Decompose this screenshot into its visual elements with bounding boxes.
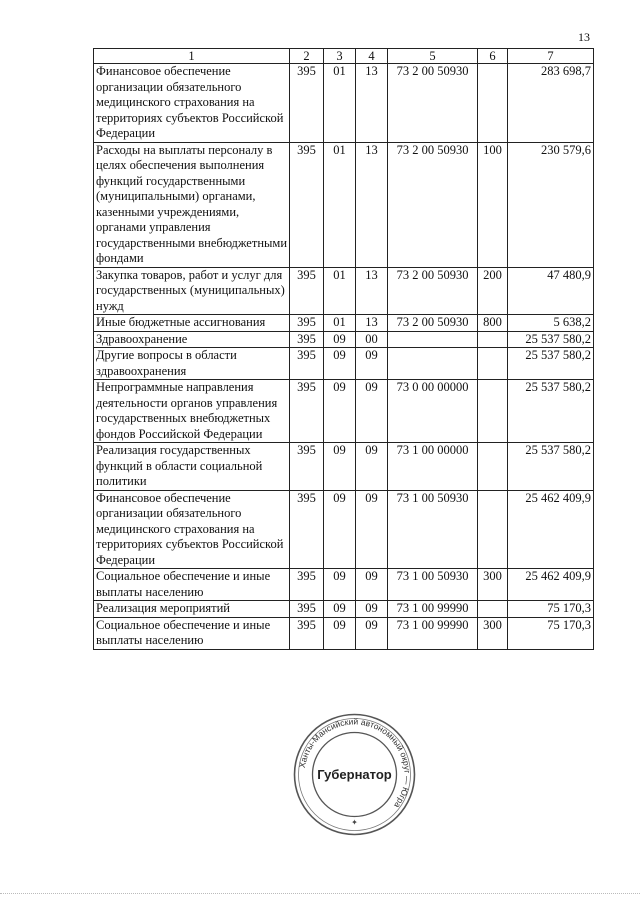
- header-col-6: 6: [478, 49, 508, 64]
- table-row: [94, 348, 594, 380]
- row-subsection: 13: [356, 142, 388, 267]
- table-row: [94, 443, 594, 491]
- row-amount: 230 579,6: [508, 142, 594, 267]
- row-name: Расходы на выплаты персоналу в целях обеспечения выполнения функций государственными (муниципальными) органами, казенными учреждениями, органами управления государственными внебюджетными фондами: [94, 142, 290, 267]
- row-amount: 25 537 580,2: [508, 331, 594, 348]
- page-number: 13: [578, 30, 590, 44]
- row-expense-type: 200: [478, 267, 508, 315]
- row-name: Социальное обеспечение и иные выплаты населению: [94, 617, 290, 649]
- row-expense-type: [478, 64, 508, 143]
- row-expense-type: [478, 331, 508, 348]
- header-col-1: 1: [94, 49, 290, 64]
- row-subsection: 09: [356, 569, 388, 601]
- row-subsection: 09: [356, 490, 388, 569]
- row-name: Реализация мероприятий: [94, 601, 290, 618]
- row-name: Финансовое обеспечение организации обязательного медицинского страхования на территориях субъектов Российской Федерации: [94, 64, 290, 143]
- row-target-article: [388, 331, 478, 348]
- row-name: Другие вопросы в области здравоохранения: [94, 348, 290, 380]
- row-admin-code: 395: [290, 267, 324, 315]
- row-expense-type: [478, 380, 508, 443]
- row-amount: 25 537 580,2: [508, 443, 594, 491]
- row-amount: 5 638,2: [508, 315, 594, 332]
- seal-center-text: Губернатор: [317, 767, 392, 782]
- header-col-2: 2: [290, 49, 324, 64]
- table-row: [94, 380, 594, 443]
- header-col-3: 3: [324, 49, 356, 64]
- row-subsection: 09: [356, 348, 388, 380]
- row-name: Иные бюджетные ассигнования: [94, 315, 290, 332]
- row-expense-type: [478, 490, 508, 569]
- row-amount: 75 170,3: [508, 617, 594, 649]
- row-amount: 283 698,7: [508, 64, 594, 143]
- row-target-article: 73 0 00 00000: [388, 380, 478, 443]
- row-subsection: 09: [356, 617, 388, 649]
- table-row: [94, 617, 594, 649]
- header-col-5: 5: [388, 49, 478, 64]
- row-expense-type: 100: [478, 142, 508, 267]
- row-amount: 47 480,9: [508, 267, 594, 315]
- row-expense-type: 800: [478, 315, 508, 332]
- table-row: [94, 601, 594, 618]
- row-section: 09: [324, 490, 356, 569]
- row-target-article: 73 2 00 50930: [388, 142, 478, 267]
- row-section: 09: [324, 443, 356, 491]
- row-subsection: 09: [356, 443, 388, 491]
- row-admin-code: 395: [290, 380, 324, 443]
- row-admin-code: 395: [290, 443, 324, 491]
- row-section: 09: [324, 617, 356, 649]
- row-expense-type: [478, 348, 508, 380]
- row-section: 01: [324, 142, 356, 267]
- table-row: [94, 142, 594, 267]
- row-target-article: 73 2 00 50930: [388, 267, 478, 315]
- seal-star-icon: ✦: [351, 818, 358, 827]
- row-subsection: 13: [356, 267, 388, 315]
- row-name: Непрограммные направления деятельности органов управления государственных внебюджетных фондов Российской Федерации: [94, 380, 290, 443]
- row-name: Социальное обеспечение и иные выплаты населению: [94, 569, 290, 601]
- seal-ring-text: Ханты-Мансийский автономный округ — Югра: [296, 716, 413, 811]
- row-admin-code: 395: [290, 64, 324, 143]
- row-section: 09: [324, 569, 356, 601]
- row-amount: 75 170,3: [508, 601, 594, 618]
- row-admin-code: 395: [290, 315, 324, 332]
- row-admin-code: 395: [290, 331, 324, 348]
- row-target-article: 73 1 00 99990: [388, 617, 478, 649]
- row-section: 01: [324, 267, 356, 315]
- row-target-article: 73 1 00 99990: [388, 601, 478, 618]
- row-amount: 25 462 409,9: [508, 569, 594, 601]
- row-expense-type: 300: [478, 569, 508, 601]
- row-target-article: 73 2 00 50930: [388, 64, 478, 143]
- row-admin-code: 395: [290, 617, 324, 649]
- table-row: [94, 490, 594, 569]
- row-name: Здравоохранение: [94, 331, 290, 348]
- row-target-article: [388, 348, 478, 380]
- row-section: 09: [324, 348, 356, 380]
- row-subsection: 13: [356, 64, 388, 143]
- row-subsection: 13: [356, 315, 388, 332]
- row-subsection: 09: [356, 601, 388, 618]
- row-section: 09: [324, 331, 356, 348]
- row-expense-type: [478, 601, 508, 618]
- row-name: Реализация государственных функций в области социальной политики: [94, 443, 290, 491]
- row-subsection: 00: [356, 331, 388, 348]
- header-col-4: 4: [356, 49, 388, 64]
- row-section: 09: [324, 601, 356, 618]
- row-amount: 25 462 409,9: [508, 490, 594, 569]
- row-admin-code: 395: [290, 142, 324, 267]
- row-expense-type: 300: [478, 617, 508, 649]
- table-row: [94, 64, 594, 143]
- table-row: [94, 569, 594, 601]
- row-target-article: 73 2 00 50930: [388, 315, 478, 332]
- row-section: 01: [324, 315, 356, 332]
- row-amount: 25 537 580,2: [508, 348, 594, 380]
- row-name: Финансовое обеспечение организации обязательного медицинского страхования на территориях субъектов Российской Федерации: [94, 490, 290, 569]
- row-name: Закупка товаров, работ и услуг для государственных (муниципальных) нужд: [94, 267, 290, 315]
- row-admin-code: 395: [290, 601, 324, 618]
- header-row: [94, 49, 594, 64]
- row-section: 01: [324, 64, 356, 143]
- row-admin-code: 395: [290, 348, 324, 380]
- table-row: [94, 267, 594, 315]
- row-target-article: 73 1 00 50930: [388, 490, 478, 569]
- table-row: [94, 315, 594, 332]
- row-expense-type: [478, 443, 508, 491]
- scan-edge-line: [0, 893, 640, 895]
- table-row: [94, 331, 594, 348]
- row-target-article: 73 1 00 50930: [388, 569, 478, 601]
- governor-seal: [287, 712, 422, 837]
- header-col-7: 7: [508, 49, 594, 64]
- row-admin-code: 395: [290, 490, 324, 569]
- row-amount: 25 537 580,2: [508, 380, 594, 443]
- budget-table: [93, 48, 594, 650]
- row-subsection: 09: [356, 380, 388, 443]
- row-section: 09: [324, 380, 356, 443]
- row-target-article: 73 1 00 00000: [388, 443, 478, 491]
- row-admin-code: 395: [290, 569, 324, 601]
